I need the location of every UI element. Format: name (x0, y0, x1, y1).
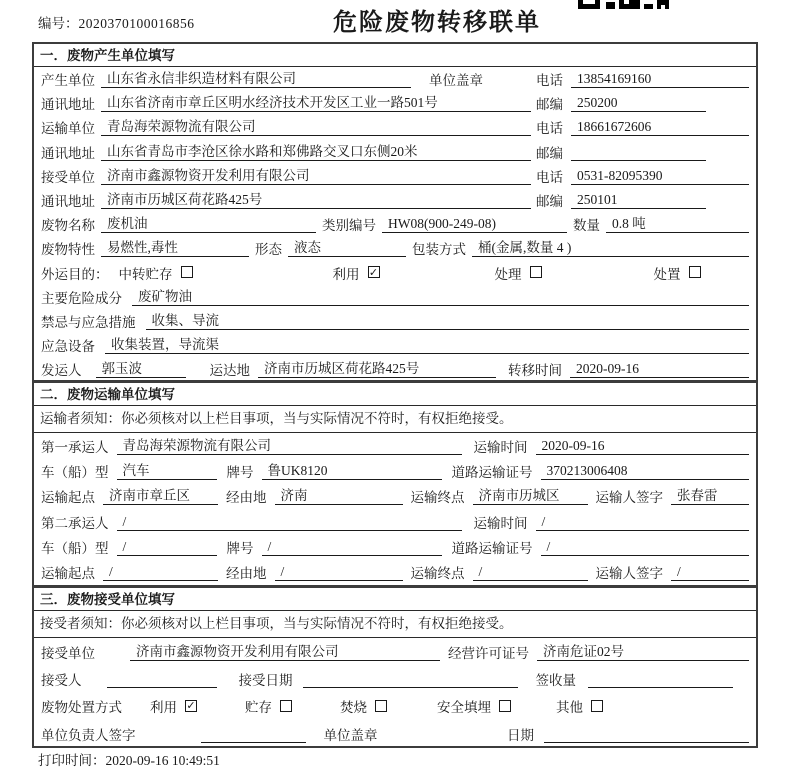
field-label: 运输单位 (41, 121, 95, 137)
form-row (41, 665, 749, 692)
section-transporter-rows (34, 433, 756, 585)
field-label: 第一承运人 (41, 439, 109, 455)
field-value: / (473, 563, 588, 581)
checkbox-unchecked-icon (530, 266, 542, 278)
form-row (41, 357, 749, 381)
checkbox-unchecked-icon (181, 266, 193, 278)
field-label: 通讯地址 (41, 194, 95, 210)
field-value: 鲁UK8120 (262, 462, 442, 480)
field-value: 济南市历城区 (473, 487, 588, 505)
field-label: 运输时间 (473, 515, 528, 531)
field-value: 2020-09-16 (536, 437, 750, 455)
field-label: 通讯地址 (41, 97, 95, 113)
field-label: 电话 (536, 121, 563, 137)
form-row (41, 188, 749, 212)
form-row (41, 693, 749, 720)
field-value: 桶(金属,数量 4 ) (472, 239, 749, 257)
field-label: 运输终点 (410, 566, 465, 582)
field-label: 发运人 (41, 363, 82, 379)
field-label: 利用 (150, 700, 177, 716)
field-label: 禁忌与应急措施 (41, 314, 136, 330)
field-value: 济南市鑫源物资开发利用有限公司 (130, 643, 440, 661)
field-label: 车（船）型 (41, 464, 109, 480)
field-label: 第二承运人 (41, 515, 109, 531)
field-value (544, 725, 749, 743)
form-row (41, 115, 749, 139)
field-value: 济南市历城区荷花路425号 (258, 360, 496, 378)
section-receiver-rows (34, 638, 756, 748)
field-value: 济南市章丘区 (103, 487, 218, 505)
form-row (41, 333, 749, 357)
field-value: 济南危证02号 (537, 643, 749, 661)
transporter-notice: 运输者须知：你必须核对以上栏目事项，当与实际情况不符时，有权拒绝接受。 (34, 406, 756, 433)
field-label: 牌号 (226, 540, 254, 556)
field-label: 电话 (536, 73, 563, 89)
form-row (41, 458, 749, 483)
form-row (41, 140, 749, 164)
field-value: 250200 (571, 94, 706, 112)
field-label: 单位盖章 (323, 727, 378, 743)
field-label: 贮存 (245, 700, 272, 716)
field-label: 废物名称 (41, 218, 95, 234)
section-transporter-title: 二．废物运输单位填写 (34, 383, 756, 406)
field-label: 邮编 (536, 97, 563, 113)
print-time-value: 2020-09-16 10:49:51 (105, 753, 220, 768)
field-label: 中转贮存 (118, 266, 173, 282)
form-row (41, 91, 749, 115)
field-label: 运输起点 (41, 566, 95, 582)
field-label: 道路运输证号 (451, 464, 533, 480)
page-title: 危险废物转移联单 (333, 9, 541, 36)
checkbox-unchecked-icon (375, 700, 387, 712)
field-label: 运输人签字 (595, 490, 663, 506)
field-value: 13854169160 (571, 70, 749, 88)
section-receiver-title: 三．废物接受单位填写 (34, 588, 756, 611)
section-producer-title: 一．废物产生单位填写 (34, 44, 756, 67)
field-label: 运输人签字 (595, 566, 663, 582)
field-value: / (275, 563, 403, 581)
field-label: 类别编号 (322, 218, 376, 234)
field-label: 单位负责人签字 (41, 727, 136, 743)
field-label: 安全填埋 (437, 700, 491, 716)
field-label: 通讯地址 (41, 145, 95, 161)
field-value: / (536, 513, 750, 531)
field-value: 2020-09-16 (570, 360, 749, 378)
field-label: 经由地 (226, 566, 267, 582)
field-label: 其他 (556, 700, 583, 716)
field-label: 车（船）型 (41, 540, 109, 556)
field-label: 外运目的： (41, 266, 109, 282)
form-row (41, 309, 749, 333)
form-row (41, 285, 749, 309)
field-label: 运输终点 (410, 490, 465, 506)
field-value: 济南市鑫源物资开发利用有限公司 (101, 167, 531, 185)
field-value: / (117, 513, 462, 531)
field-label: 利用 (332, 266, 360, 282)
section-receiver (32, 586, 758, 748)
field-label: 日期 (507, 727, 534, 743)
field-label: 单位盖章 (429, 73, 483, 89)
section-producer (32, 42, 758, 382)
print-time-label: 打印时间： (38, 753, 106, 768)
field-label: 形态 (255, 242, 282, 258)
section-producer-rows (34, 67, 756, 381)
checkbox-checked-icon: ✓ (368, 265, 379, 279)
field-label: 邮编 (536, 194, 563, 210)
field-value: / (541, 538, 750, 556)
field-value: 汽车 (117, 462, 217, 480)
document-number-label: 编号： (38, 16, 79, 31)
checkbox-unchecked-icon (499, 700, 511, 712)
document-number (38, 12, 195, 32)
field-label: 废物特性 (41, 242, 95, 258)
field-label: 邮编 (536, 145, 563, 161)
field-label: 应急设备 (41, 339, 95, 355)
document-number-value: 2020370100016856 (78, 16, 195, 31)
field-value: 济南 (275, 487, 403, 505)
field-label: 接受单位 (41, 645, 95, 661)
form-row (41, 559, 749, 584)
form-row (41, 720, 749, 747)
field-value: / (671, 563, 749, 581)
field-value: 废机油 (101, 215, 316, 233)
field-label: 接受单位 (41, 169, 95, 185)
field-value: 山东省济南市章丘区明水经济技术开发区工业一路501号 (101, 94, 531, 112)
field-label: 运输起点 (41, 490, 95, 506)
field-value: 收集、导流 (146, 312, 750, 330)
field-label: 焚烧 (340, 700, 367, 716)
field-label: 运输时间 (473, 439, 528, 455)
checkbox-unchecked-icon (280, 700, 292, 712)
field-label: 经由地 (226, 490, 267, 506)
checkbox-unchecked-icon (689, 266, 701, 278)
form-row (41, 67, 749, 91)
field-label: 处理 (494, 266, 522, 282)
field-label: 运达地 (209, 363, 250, 379)
field-value: 液态 (288, 239, 406, 257)
field-label: 转移时间 (508, 363, 562, 379)
section-transporter (32, 381, 758, 587)
field-value (571, 143, 706, 161)
field-value: 废矿物油 (132, 288, 749, 306)
field-value (107, 670, 217, 688)
field-label: 牌号 (226, 464, 254, 480)
field-value: 收集装置，导流渠 (105, 336, 749, 354)
field-label: 包装方式 (412, 242, 466, 258)
field-value: 0.8 吨 (606, 215, 749, 233)
field-value (303, 670, 518, 688)
field-label: 接受日期 (238, 673, 293, 689)
field-label: 产生单位 (41, 73, 95, 89)
field-value: 山东省永信非织造材料有限公司 (101, 70, 411, 88)
form-row (41, 236, 749, 260)
field-value: 济南市历城区荷花路425号 (101, 191, 531, 209)
field-label: 主要危险成分 (41, 290, 122, 306)
field-label: 处置 (653, 266, 681, 282)
print-time (38, 749, 220, 768)
field-label: 签收量 (535, 673, 576, 689)
qr-code-fragment-icon (578, 0, 670, 10)
form-row (41, 509, 749, 534)
field-value: 0531-82095390 (571, 167, 749, 185)
field-value: / (103, 563, 218, 581)
field-label: 道路运输证号 (451, 540, 533, 556)
field-value: 青岛海荣源物流有限公司 (101, 118, 531, 136)
field-value: 青岛海荣源物流有限公司 (117, 437, 462, 455)
field-label: 接受人 (41, 673, 82, 689)
field-value: / (262, 538, 442, 556)
field-value: 250101 (571, 191, 706, 209)
form-row (41, 638, 749, 665)
checkbox-checked-icon: ✓ (186, 699, 196, 713)
field-value: 370213006408 (541, 462, 750, 480)
field-label: 废物处置方式 (41, 700, 122, 716)
field-label: 经营许可证号 (448, 645, 529, 661)
checkbox-unchecked-icon (591, 700, 603, 712)
field-value: HW08(900-249-08) (382, 215, 567, 233)
field-value: 18661672606 (571, 118, 749, 136)
field-value: 郭玉波 (96, 360, 186, 378)
field-value: 山东省青岛市李沧区徐水路和郑佛路交叉口东侧20米 (101, 143, 531, 161)
field-value: 张春雷 (671, 487, 749, 505)
form-row (41, 484, 749, 509)
form-row (41, 164, 749, 188)
field-value: 易燃性,毒性 (101, 239, 249, 257)
field-value (201, 725, 306, 743)
field-value: / (117, 538, 217, 556)
receiver-notice: 接受者须知：你必须核对以上栏目事项，当与实际情况不符时，有权拒绝接受。 (34, 611, 756, 638)
form-row (41, 534, 749, 559)
form-row (41, 212, 749, 236)
form-row (41, 433, 749, 458)
field-label: 电话 (536, 169, 563, 185)
form-row (41, 261, 749, 285)
field-label: 数量 (573, 218, 600, 234)
field-value (588, 670, 733, 688)
